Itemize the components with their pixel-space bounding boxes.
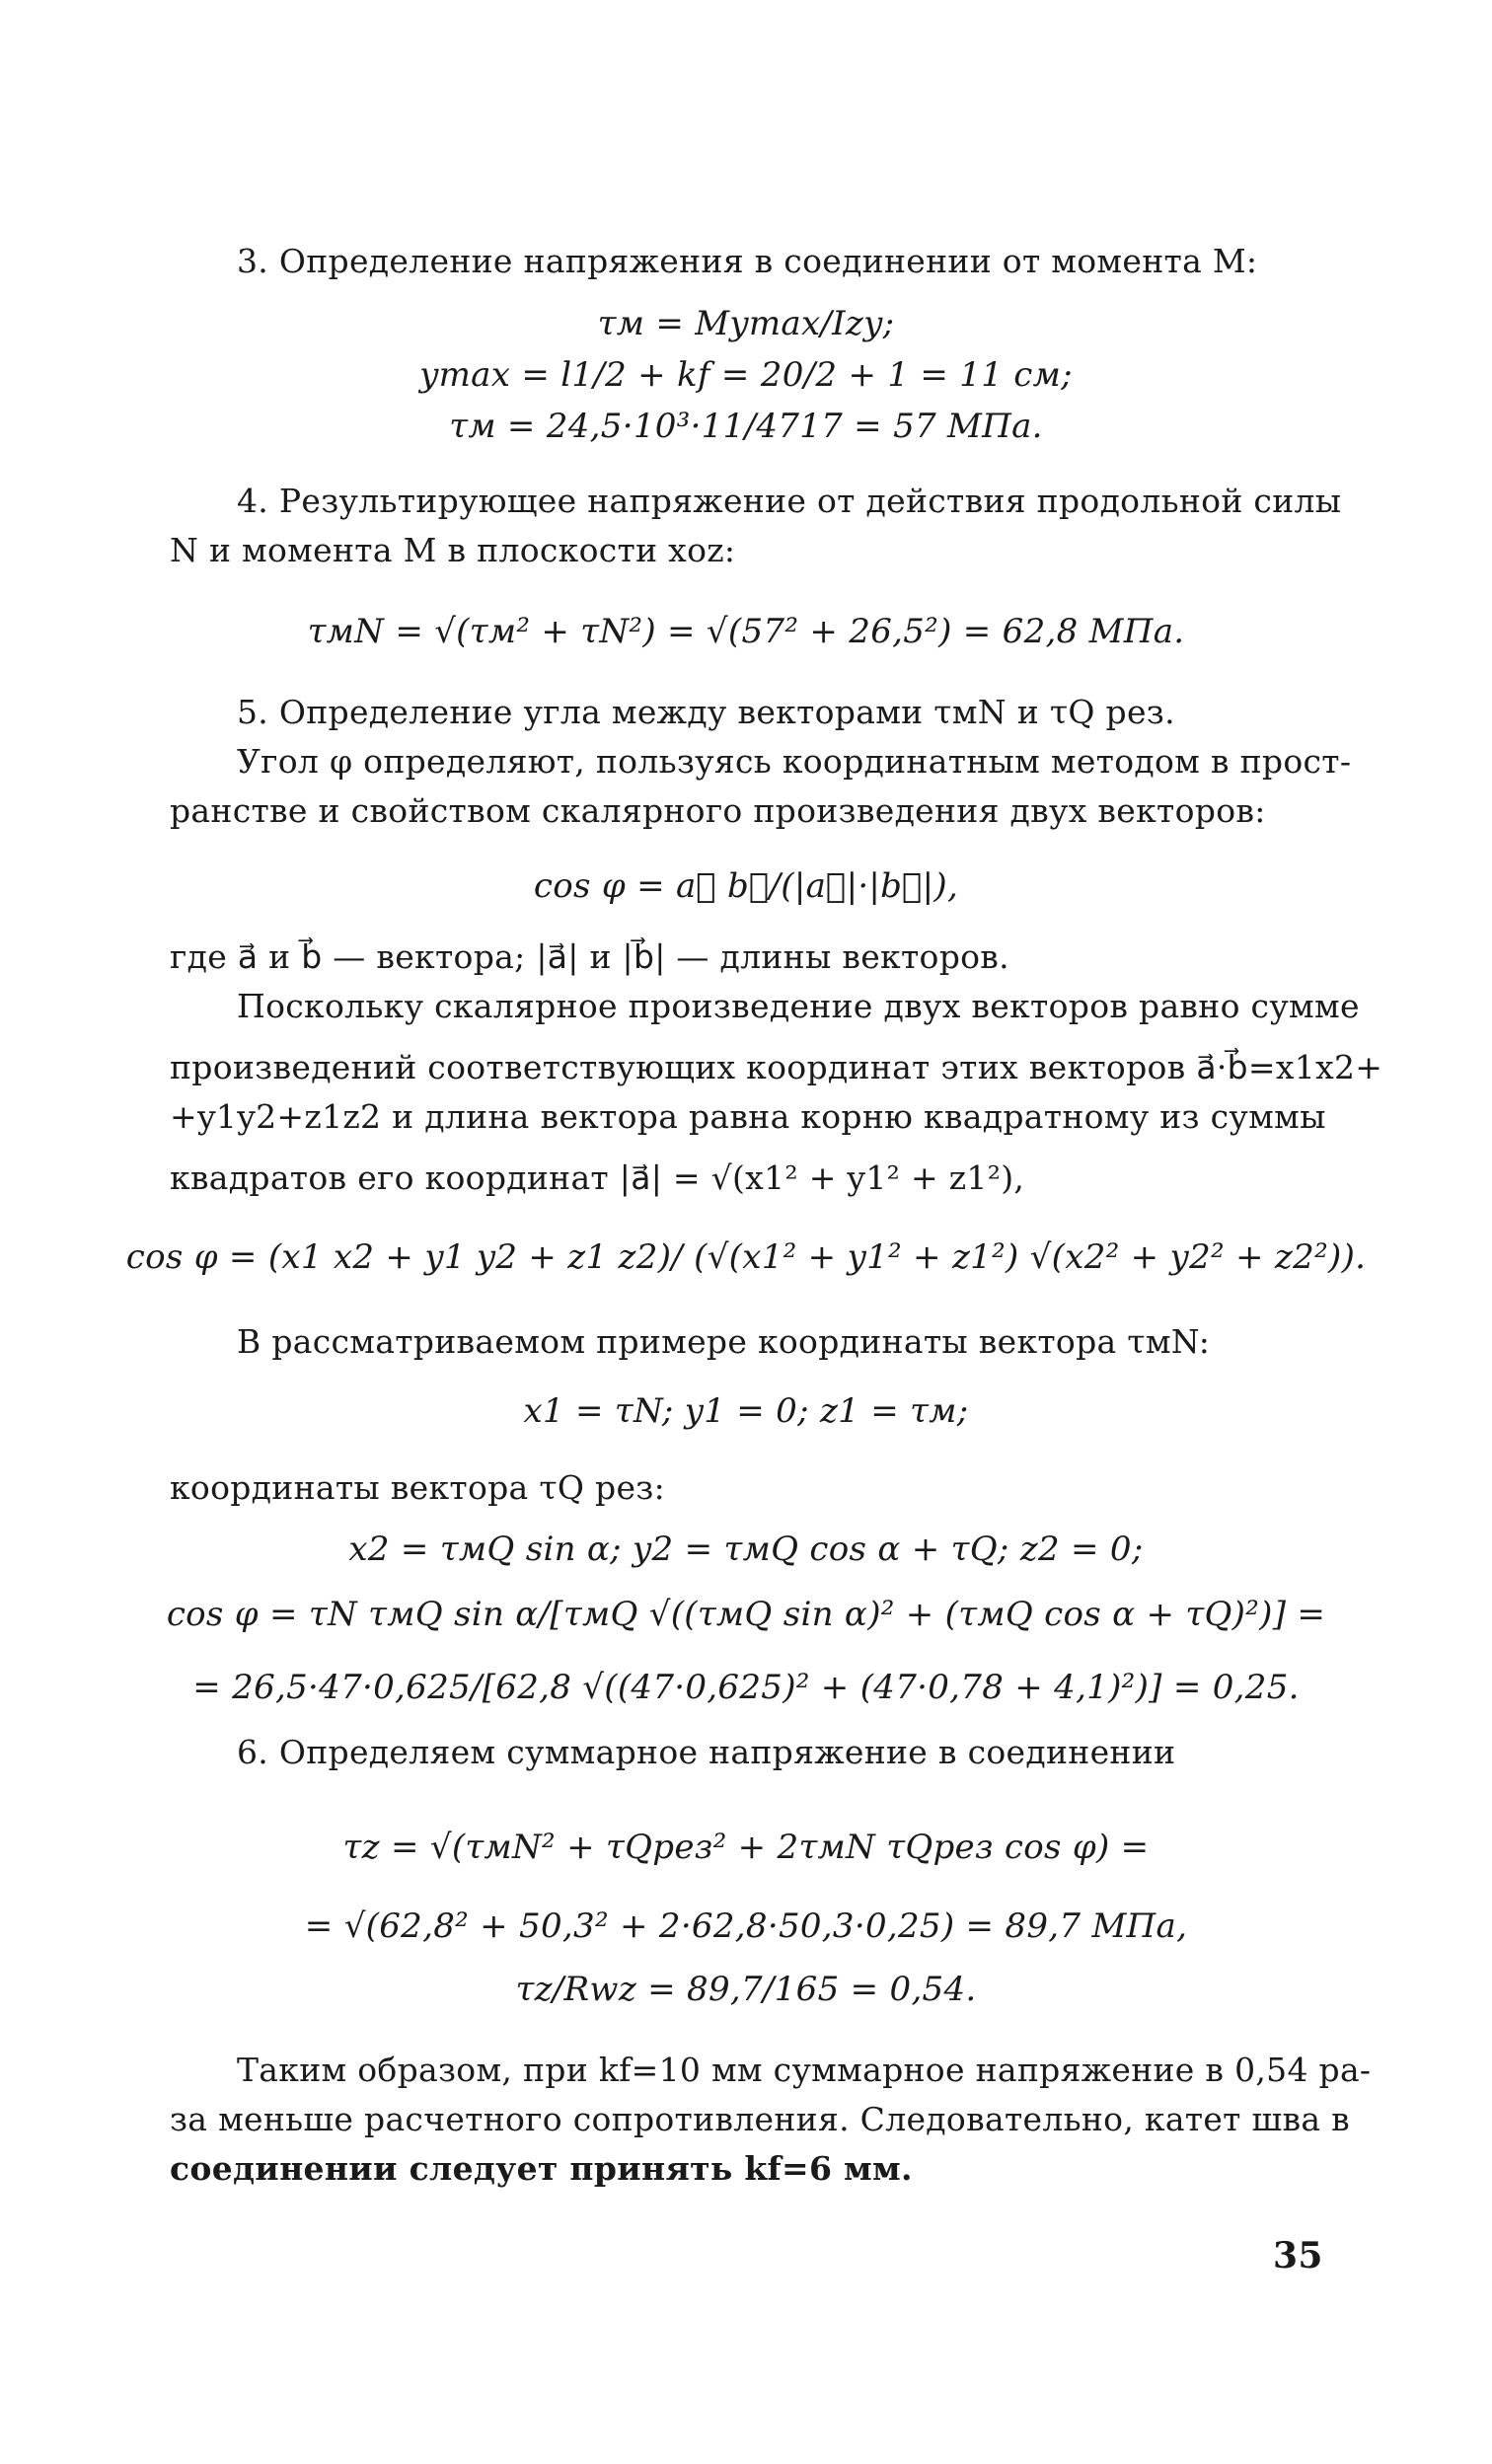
paragraph-scalar-3: +y1y2+z1z2 и длина вектора равна корню квадратному из суммы (170, 1097, 1326, 1136)
paragraph-vectors: где a⃗ и b⃗ — вектора; |a⃗| и |b⃗| — длины векторов. (170, 937, 1009, 976)
formula-tau-z-value: = √(62,8² + 50,3² + 2·62,8·50,3·0,25) = 89,7 МПа, (304, 1906, 1188, 1946)
item-4-heading: 4. Результирующее напряжение от действия продольной силы (237, 482, 1342, 520)
formula-cos-phi-symbolic: cos φ = τN τмQ sin α/[τмQ √((τмQ sin α)² + (τмQ cos α + τQ)²)] = (166, 1595, 1326, 1634)
paragraph-scalar-1: Поскольку скалярное произведение двух векторов равно сумме (237, 987, 1360, 1025)
formula-cos-phi-numeric: = 26,5·47·0,625/[62,8 √((47·0,625)² + (47·0,78 + 4,1)²)] = 0,25. (192, 1668, 1300, 1707)
formula-coords-1: x1 = τN; y1 = 0; z1 = τм; (523, 1391, 969, 1431)
formula-tau-m-value: τм = 24,5·10³·11/4717 = 57 МПа. (449, 407, 1043, 446)
formula-ymax: ymax = l1/2 + kf = 20/2 + 1 = 11 см; (419, 355, 1073, 395)
formula-tau-z: τz = √(τмN² + τQрез² + 2τмN τQрез cos φ) = (342, 1828, 1150, 1867)
formula-tau-mn: τмN = √(τм² + τN²) = √(57² + 26,5²) = 62,8 МПа. (307, 612, 1185, 651)
formula-tau-m: τм = Mymax/Izy; (597, 304, 895, 343)
paragraph-scalar-4: квадратов его координат |a⃗| = √(x1² + y1² + z1²), (170, 1158, 1025, 1197)
page-number: 35 (1273, 2235, 1323, 2277)
item-6-heading: 6. Определяем суммарное напряжение в соединении (237, 1733, 1176, 1771)
formula-cos-phi-general: cos φ = (x1 x2 + y1 y2 + z1 z2)/ (√(x1² + y1² + z1²) √(x2² + y2² + z2²)). (125, 1237, 1367, 1277)
item-3-heading: 3. Определение напряжения в соединении от момента M: (237, 242, 1258, 280)
formula-coords-2: x2 = τмQ sin α; y2 = τмQ cos α + τQ; z2 = 0; (348, 1530, 1144, 1569)
paragraph-scalar-2: произведений соответствующих координат этих векторов a⃗·b⃗=x1x2+ (170, 1048, 1383, 1086)
formula-cos-phi-def: cos φ = a⃗ b⃗/(|a⃗|·|b⃗|), (533, 866, 959, 906)
item-4-heading-cont: N и момента M в плоскости xoz: (170, 531, 736, 569)
conclusion-1: Таким образом, при kf=10 мм суммарное напряжение в 0,54 ра- (237, 2051, 1372, 2089)
conclusion-2: за меньше расчетного сопротивления. Следовательно, катет шва в (170, 2100, 1351, 2138)
conclusion-3: соединении следует принять kf=6 мм. (170, 2149, 913, 2188)
formula-ratio: τz/Rwz = 89,7/165 = 0,54. (515, 1970, 977, 2009)
paragraph-example: В рассматриваемом примере координаты вектора τмN: (237, 1322, 1211, 1361)
paragraph-angle-2: ранстве и свойством скалярного произведения двух векторов: (170, 791, 1266, 830)
paragraph-coords-2: координаты вектора τQ рез: (170, 1468, 665, 1507)
paragraph-angle-1: Угол φ определяют, пользуясь координатным методом в прост- (237, 742, 1352, 781)
item-5-heading: 5. Определение угла между векторами τмN и τQ рез. (237, 693, 1175, 731)
